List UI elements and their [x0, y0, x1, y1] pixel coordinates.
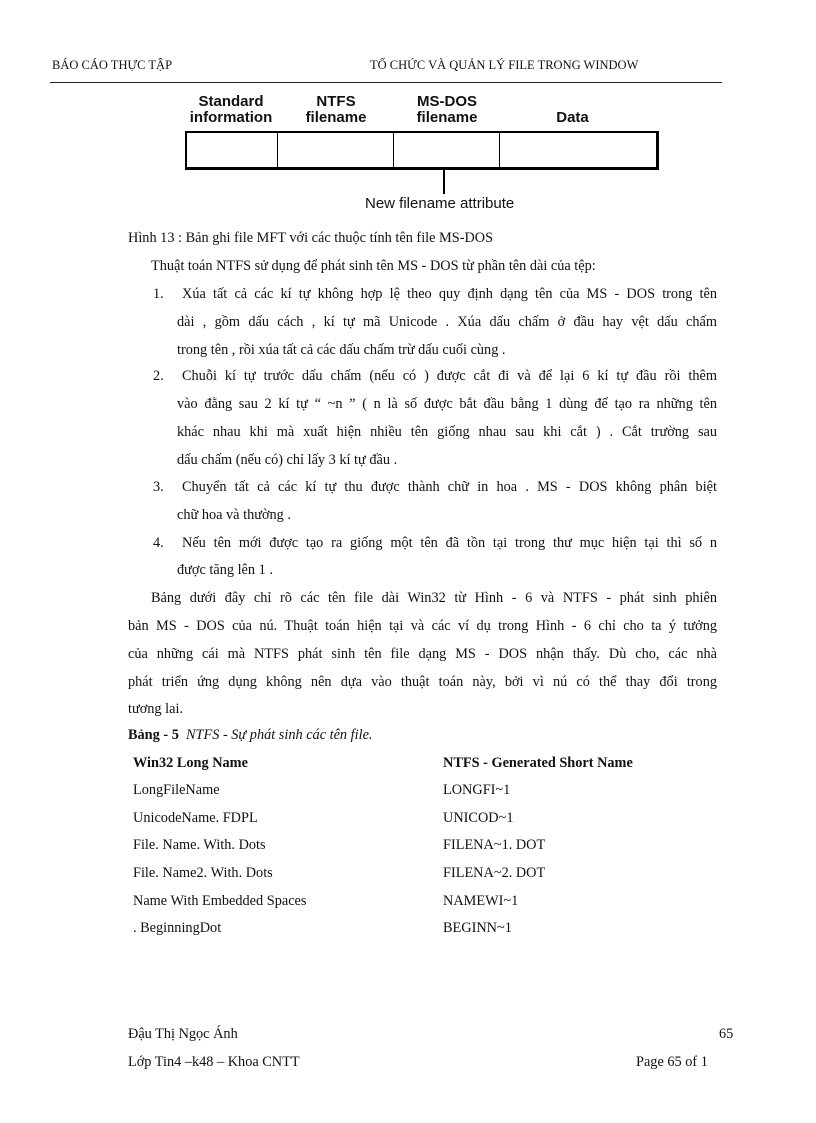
step-number: 3.: [153, 479, 164, 495]
paragraph-line: bản MS - DOS của nú. Thuật toán hiện tại và các ví dụ trong Hình - 6 chỉ cho ta ý tưởng: [128, 618, 717, 634]
table-cell-short-name: BEGINN~1: [443, 920, 512, 936]
figure-caption: Hình 13 : Bản ghi file MFT với các thuộc tính tên file MS-DOS: [128, 230, 494, 246]
intro-text: Thuật toán NTFS sử dụng để phát sinh tên MS - DOS từ phần tên dài của tệp:: [151, 258, 596, 274]
field-label-ntfs-filename: NTFS filename: [305, 93, 367, 126]
table-cell-long-name: Name With Embedded Spaces: [133, 893, 307, 909]
table-cell-short-name: FILENA~1. DOT: [443, 837, 546, 853]
step-1-line-3: trong tên , rồi xúa tất cả các dấu chấm trừ dấu cuối cùng .: [177, 342, 506, 358]
table-cell-short-name: NAMEWI~1: [443, 893, 519, 909]
paragraph-line: Bảng dưới đây chỉ rõ các tên file dài Win32 từ Hình - 6 và NTFS - phát sinh phiên: [151, 590, 717, 606]
record-divider: [393, 133, 394, 167]
paragraph-line: của những cái mà NTFS phát sinh tên file dạng MS - DOS nhận thấy. Dù cho, các nhà: [128, 646, 717, 662]
step-3-line-2: chữ hoa và thường .: [177, 507, 291, 523]
step-2-line-1: Chuỗi kí tự trước dấu chấm (nếu có ) được cắt đi và để lại 6 kí tự đầu rồi thêm: [182, 368, 717, 384]
record-divider: [277, 133, 278, 167]
step-1-line-2: dài , gồm dấu cách , kí tự mã Unicode . Xúa dấu chấm ở đầu hay vệt dấu chấm: [177, 314, 717, 330]
step-2-line-3: khác nhau khi mà xuất hiện nhiều tên giống nhau sau khi cắt ) . Cắt trường sau: [177, 424, 717, 440]
step-2-line-4: dấu chấm (nếu có) chỉ lấy 3 kí tự đầu .: [177, 452, 398, 468]
header-rule: [50, 82, 722, 83]
step-number: 4.: [153, 535, 164, 551]
table-cell-short-name: FILENA~2. DOT: [443, 865, 546, 881]
footer-page-number: 65: [719, 1026, 734, 1042]
step-number: 1.: [153, 286, 164, 302]
step-1-line-1: Xúa tất cả các kí tự không hợp lệ theo quy định dạng tên của MS - DOS trong tên: [182, 286, 717, 302]
footer-author: Đậu Thị Ngọc Ánh: [128, 1026, 238, 1042]
step-4-line-1: Nếu tên mới được tạo ra giống một tên đã tồn tại trong thư mục hiện tại thì số n: [182, 535, 717, 551]
table-cell-long-name: File. Name2. With. Dots: [133, 865, 273, 881]
table-cell-long-name: . BeginningDot: [133, 920, 222, 936]
callout-pointer: [443, 170, 445, 194]
callout-label: New filename attribute: [365, 195, 515, 212]
step-4-line-2: được tăng lên 1 .: [177, 562, 273, 578]
mft-record-box: [185, 131, 659, 170]
mft-record-diagram: [180, 92, 680, 217]
table-caption-title: NTFS - Sự phát sinh các tên file.: [186, 727, 373, 743]
field-label-data: Data: [556, 109, 589, 126]
header-left: BÁO CÁO THỰC TẬP: [52, 58, 173, 72]
table-cell-long-name: File. Name. With. Dots: [133, 837, 266, 853]
field-label-msdos-filename: MS-DOS filename: [416, 93, 478, 126]
table-caption-label: Bảng - 5: [128, 727, 179, 743]
table-header-short-name: NTFS - Generated Short Name: [443, 755, 633, 771]
header-right: TỔ CHỨC VÀ QUẢN LÝ FILE TRONG WINDOW: [370, 58, 639, 72]
table-cell-long-name: LongFileName: [133, 782, 220, 798]
footer-page-of: Page 65 of 1: [636, 1054, 708, 1070]
table-cell-long-name: UnicodeName. FDPL: [133, 810, 258, 826]
step-2-line-2: vào đằng sau 2 kí tự “ ~n ” ( n là số được bắt đầu bằng 1 dùng để tạo ra những tên: [177, 396, 717, 412]
step-number: 2.: [153, 368, 164, 384]
record-divider: [499, 133, 500, 167]
footer-class-info: Lớp Tin4 –k48 – Khoa CNTT: [128, 1054, 300, 1070]
paragraph-line: phát triển ứng dụng không nên dựa vào thuật toán này, bởi vì nú có thể thay đổi trong: [128, 674, 717, 690]
table-header-long-name: Win32 Long Name: [133, 755, 248, 771]
field-label-standard-information: Standard information: [189, 93, 273, 126]
table-cell-short-name: UNICOD~1: [443, 810, 514, 826]
paragraph-line: tương lai.: [128, 701, 184, 717]
step-3-line-1: Chuyển tất cả các kí tự thu được thành chữ in hoa . MS - DOS không phân biệt: [182, 479, 717, 495]
table-caption: [128, 726, 373, 744]
table-cell-short-name: LONGFI~1: [443, 782, 511, 798]
